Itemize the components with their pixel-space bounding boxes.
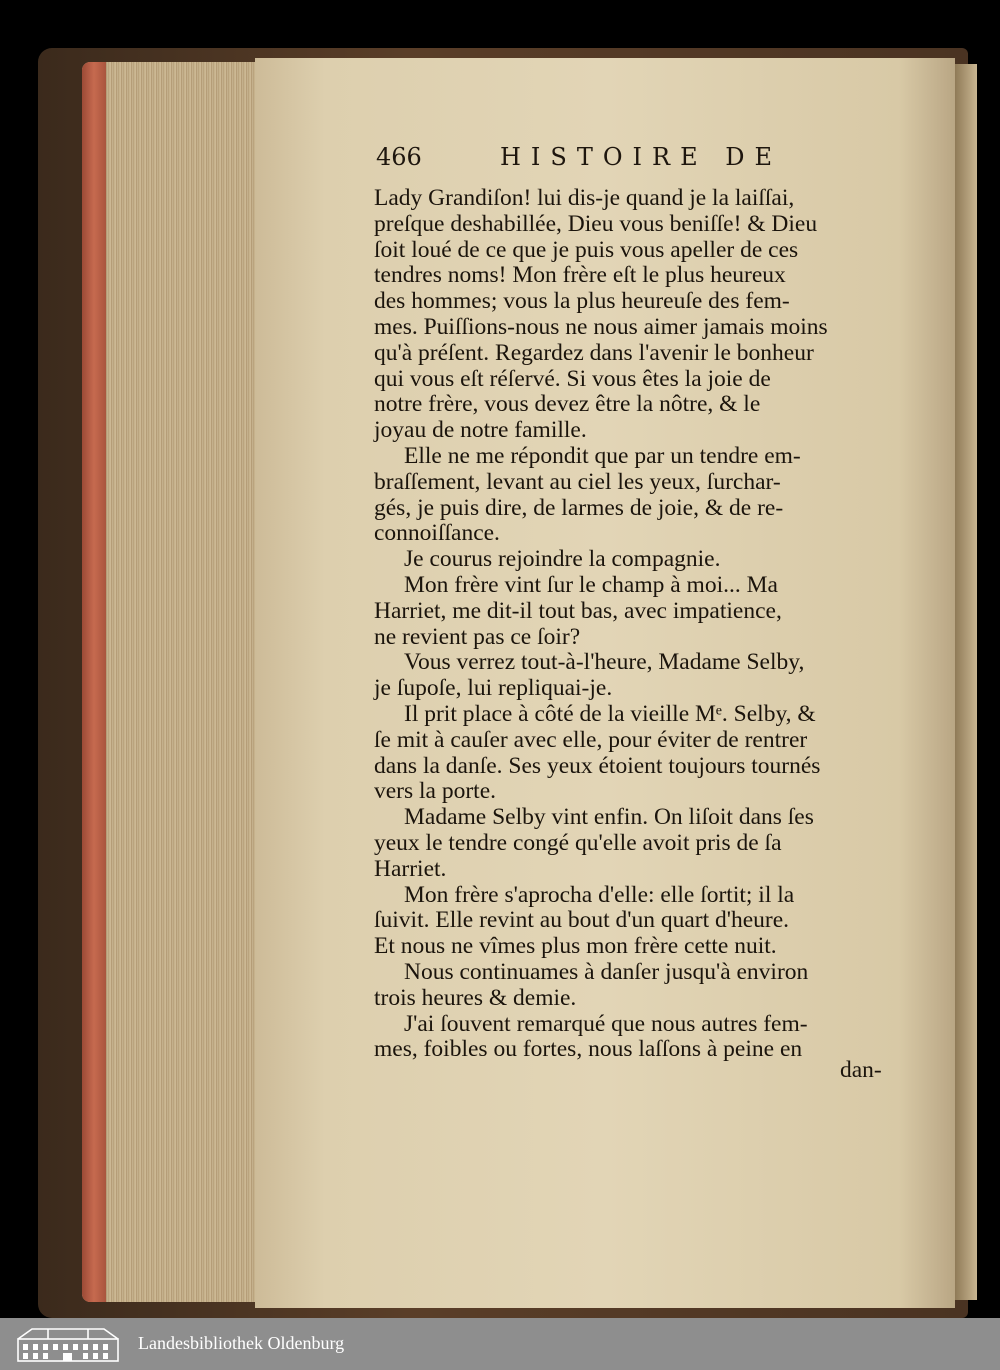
red-page-edge — [82, 62, 106, 1302]
text-line: Mon frère vint ſur le champ à moi... Ma — [404, 571, 778, 598]
text-line: mes, foibles ou fortes, nous laſſons à peine en — [374, 1036, 803, 1063]
text-line: Elle ne me répondit que par un tendre em- — [404, 442, 801, 469]
running-title: HISTOIRE DE — [500, 143, 782, 171]
text-line: tendres noms! Mon frère eſt le plus heureux — [374, 262, 786, 289]
text-line: Et nous ne vîmes plus mon frère cette nuit. — [374, 933, 777, 960]
text-line: connoiſſance. — [374, 520, 500, 547]
text-line: Harriet. — [374, 855, 447, 882]
text-line: vers la porte. — [374, 778, 497, 805]
text-line: qui vous eſt réſervé. Si vous êtes la joie de — [374, 365, 771, 392]
text-line: J'ai ſouvent remarqué que nous autres fem- — [404, 1010, 808, 1037]
text-line: mes. Puiſſions-nous ne nous aimer jamais moins — [374, 313, 828, 340]
page-edges — [82, 62, 260, 1302]
text-line: Vous verrez tout-à-l'heure, Madame Selby, — [404, 649, 805, 676]
text-line: qu'à préſent. Regardez dans l'avenir le bonheur — [374, 339, 814, 366]
text-line: Lady Grandiſon! lui dis-je quand je la laiſſai, — [374, 185, 795, 211]
text-line: dans la danſe. Ses yeux étoient toujours tournés — [374, 752, 821, 779]
text-line: trois heures & demie. — [374, 984, 577, 1011]
text-line: preſque deshabillée, Dieu vous beniſſe! & Dieu — [374, 210, 818, 237]
page-header — [376, 143, 896, 175]
text-line: gés, je puis dire, de larmes de joie, & de re- — [374, 494, 784, 521]
facing-page-edge — [955, 64, 977, 1300]
text-line: Madame Selby vint enfin. On liſoit dans ſes — [404, 804, 814, 831]
library-name: Landesbibliothek Oldenburg — [138, 1333, 345, 1353]
text-line: ſuivit. Elle revint au bout d'un quart d'heure. — [374, 907, 790, 934]
text-line: Il prit place à côté de la vieille Mᵉ. Selby, & — [404, 700, 816, 727]
text-line: ne revient pas ce ſoir? — [374, 623, 581, 650]
text-line: braſſement, levant au ciel les yeux, ſurchar- — [374, 468, 781, 495]
text-line: ſoit loué de ce que je puis vous apeller de ces — [374, 236, 799, 263]
footer-bar — [0, 1318, 1000, 1370]
text-line: Harriet, me dit-il tout bas, avec impatience, — [374, 597, 782, 624]
text-line: Mon frère s'aprocha d'elle: elle ſortit; il la — [404, 881, 795, 908]
catchword: dan- — [840, 1057, 882, 1083]
text-line: joyau de notre famille. — [374, 417, 587, 444]
text-line: ſe mit à cauſer avec elle, pour éviter de rentrer — [374, 726, 808, 753]
body-text — [374, 186, 894, 1063]
text-line: des hommes; vous la plus heureuſe des fem- — [374, 288, 790, 315]
text-line: je ſupoſe, lui repliquai-je. — [374, 675, 613, 702]
text-line: notre frère, vous devez être la nôtre, & le — [374, 391, 761, 418]
text-line: Je courus rejoindre la compagnie. — [404, 546, 721, 573]
library-building-icon — [14, 1325, 122, 1363]
text-line: Nous continuames à danſer jusqu'à environ — [404, 958, 809, 985]
text-line: yeux le tendre congé qu'elle avoit pris de ſa — [374, 829, 782, 856]
page-number: 466 — [376, 143, 422, 171]
